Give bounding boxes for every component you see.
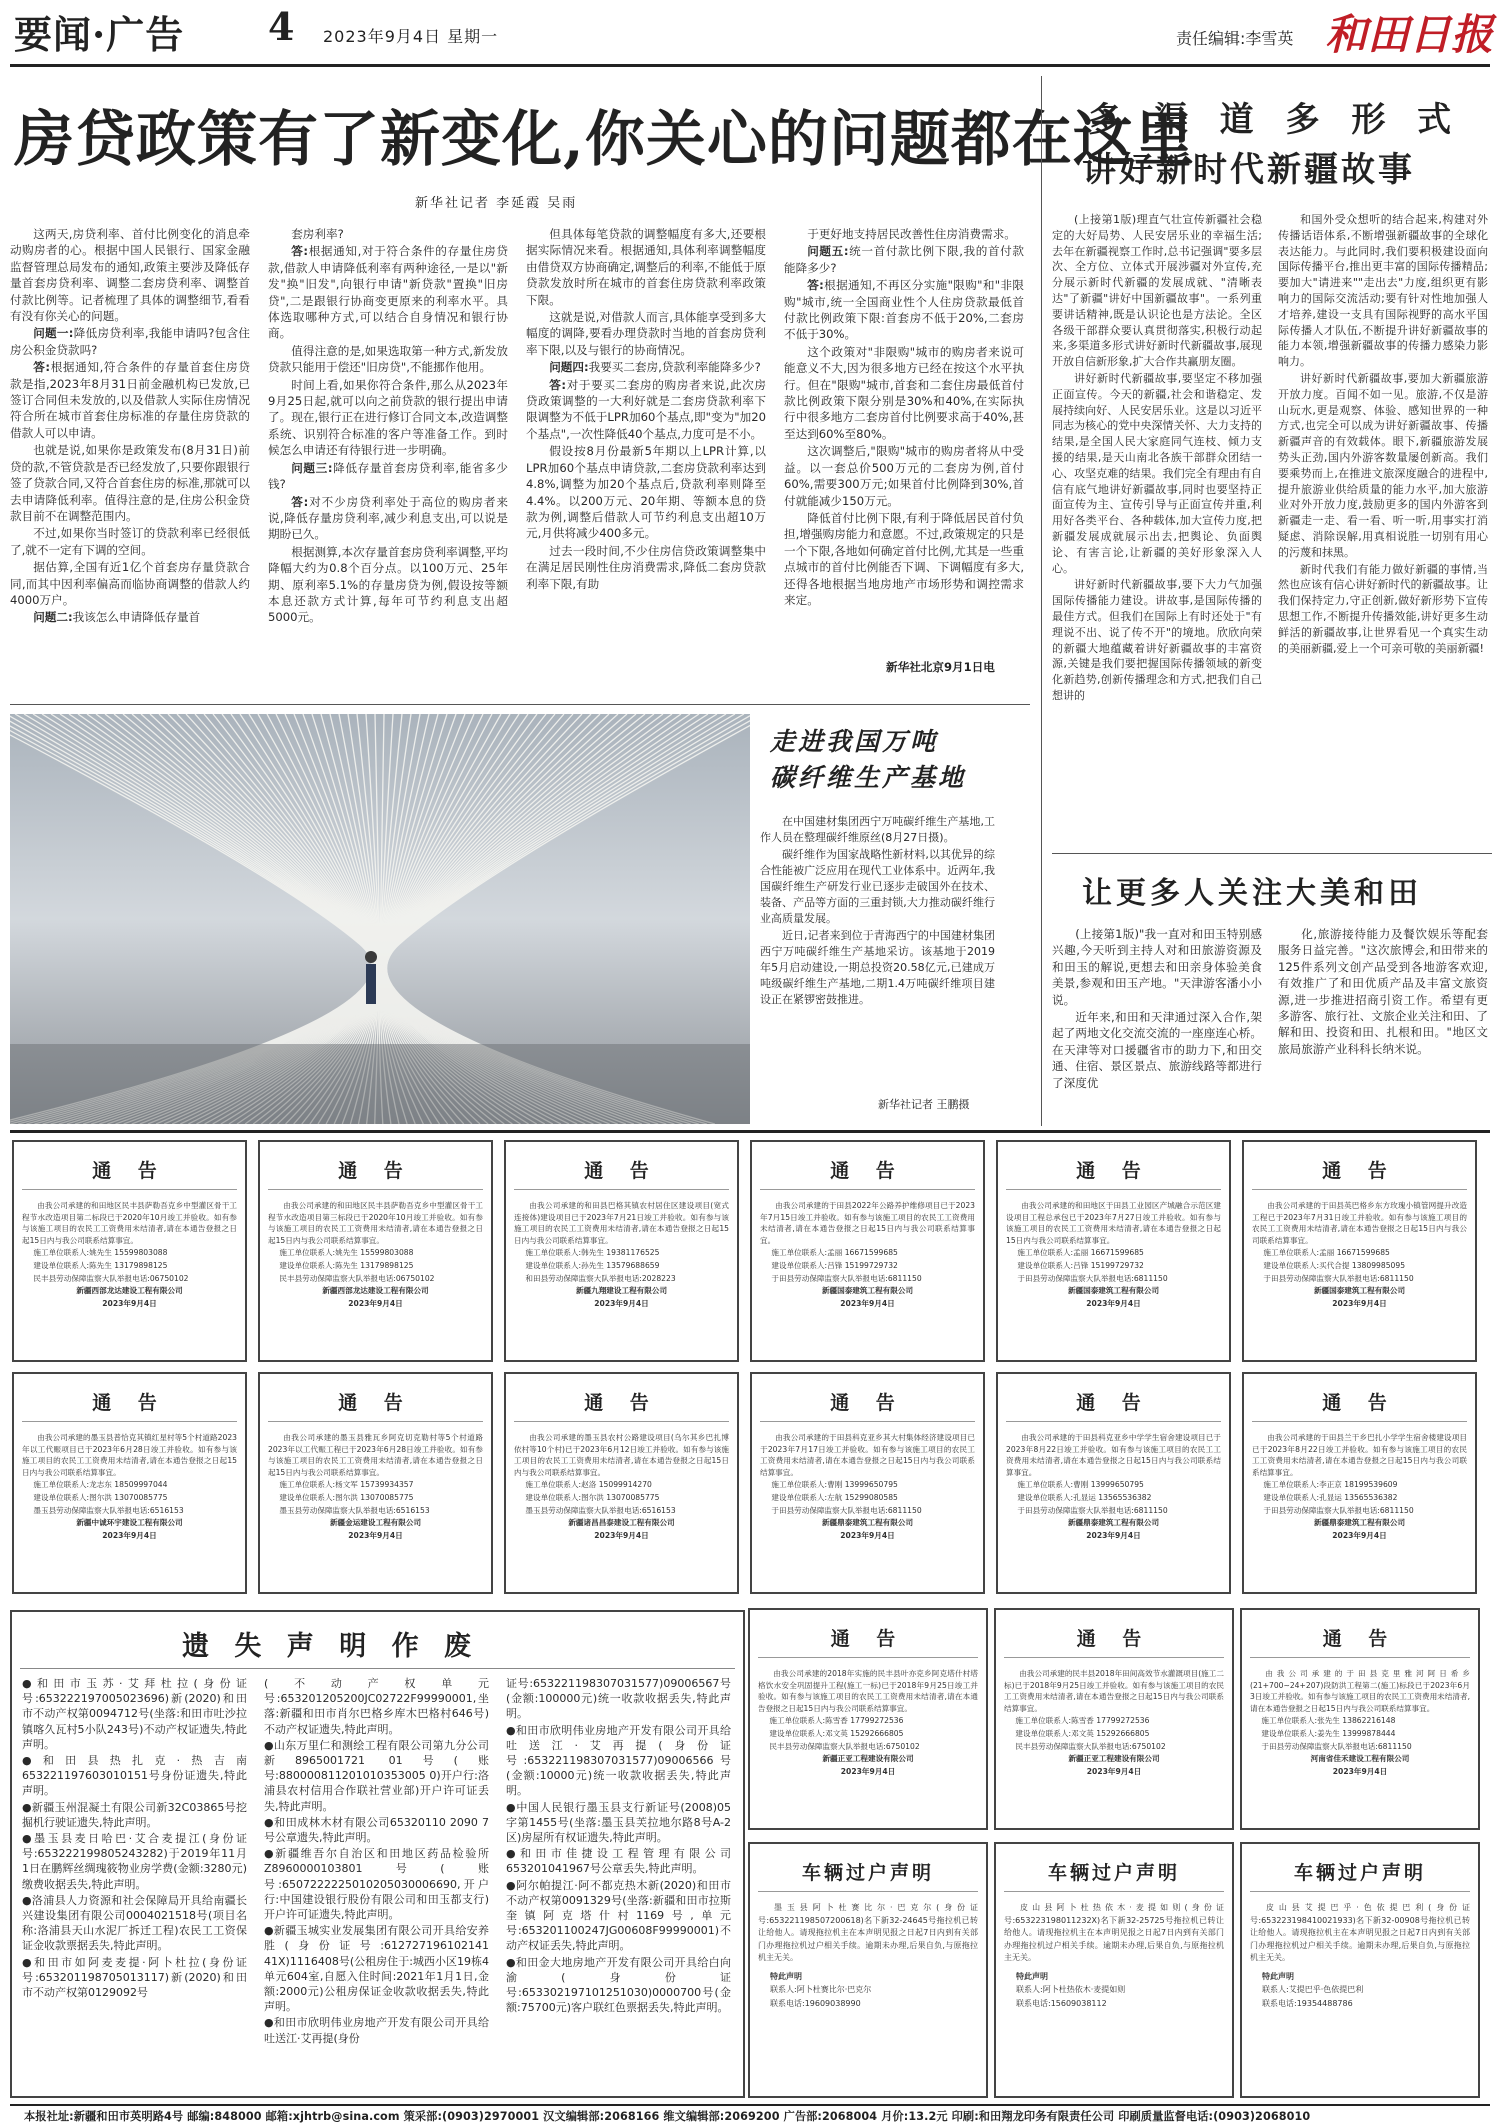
paragraph: ●山东万里仁和测绘工程有限公司第九分公司新8965001721 01号(账号:880000811201010353005 0)开户行:洛浦县农村信用合作联社营业部)开户许可证丢失,特此声明。 bbox=[264, 1738, 489, 1813]
photo-caption-box bbox=[760, 714, 1030, 1124]
editor-credit: 责任编辑:李雪英 bbox=[1176, 29, 1294, 48]
vehicle-notice-line: 特此声明 bbox=[1262, 1971, 1294, 1981]
notice-line: 施工单位联系人:李正京 18199539609 bbox=[1263, 1480, 1398, 1490]
lost-column-2 bbox=[264, 1676, 489, 2047]
notice-line: 建设单位联系人:图尔洪 13070085775 bbox=[279, 1492, 414, 1502]
lost-column-1 bbox=[22, 1676, 247, 2001]
notice-title: 通 告 bbox=[1004, 1624, 1224, 1658]
commentary-column-1 bbox=[1052, 212, 1262, 705]
ads-top-rule bbox=[10, 1130, 1490, 1133]
paragraph: 过去一段时间,不少住房信贷政策调整集中在满足居民刚性住房消费需求,降低二套房贷款利率下限,有助 bbox=[526, 543, 766, 591]
lead-byline: 新华社记者 李延霞 吴雨 bbox=[415, 196, 578, 211]
notice-line: 由我公司承建的于田县科克亚乡中学学生宿舍建设项目已于2023年8月22日竣工并验收。如有参与该施工项目的农民工工资费用未结清者,请在本通告登报之日起15日内与我公司联系结算事宜。 bbox=[1006, 1433, 1221, 1477]
vehicle-notice-title: 车辆过户声明 bbox=[758, 1858, 978, 1892]
notice-box bbox=[748, 1608, 988, 1830]
notice-line: 由我公司承建的墨玉县农村公路建设项目(乌尔其乡巴扎博依村等10个村)已于2023年6月12日竣工并验收。如有参与该施工项目的农民工工资费用未结清者,请在本通告登报之日起15日内与我公司联系结算事宜。 bbox=[514, 1433, 729, 1477]
notice-line: 由我公司承建的于田县英巴格乡东方玫瑰小镇管网提升改造工程已于2023年7月31日竣工并验收。如有参与该施工项目的农民工工资费用未结清者,请在本通告登报之日起15日内与我公司联系结算事宜。 bbox=[1252, 1201, 1467, 1245]
notice-line: 新疆国泰建筑工程有限公司 bbox=[821, 1286, 914, 1296]
notice-line: 2023年9月4日 bbox=[348, 1298, 403, 1308]
newspaper-logo: 和田日报 bbox=[1325, 10, 1494, 59]
hotan-column-1 bbox=[1052, 926, 1262, 1092]
paragraph: ●和田市欣明伟业房地产开发有限公司开具给吐送江·艾再提(身份 bbox=[264, 2016, 489, 2045]
hotan-column-2 bbox=[1278, 926, 1488, 1058]
notice-box bbox=[996, 1372, 1231, 1594]
paragraph: ●和田市如阿麦麦提·阿卜杜拉(身份证号:653201198705013117)新(2020)和田市不动产权第0129092号 bbox=[22, 1955, 247, 2000]
notice-line: 新疆九翔建设工程有限公司 bbox=[575, 1286, 668, 1296]
notice-line: 建设单位联系人:吕锋 15199729732 bbox=[1017, 1260, 1144, 1270]
notice-line: 民丰县劳动保障监察大队举报电话:06750102 bbox=[33, 1273, 189, 1283]
paragraph: ●新疆维吾尔自治区和田地区药品检验所Z8960000103801号(账号:6507222225010205030006690,开户行:中国建设银行股份有限公司和田玉都支行)开户许可证遗失,特此声明。 bbox=[264, 1847, 489, 1922]
notice-line: 建设单位联系人:图尔洪 13070085775 bbox=[33, 1492, 168, 1502]
lead-column-3 bbox=[526, 226, 766, 593]
notice-title: 通 告 bbox=[1250, 1624, 1470, 1658]
notice-line: 2023年9月4日 bbox=[1332, 1766, 1388, 1776]
paragraph: 化,旅游接待能力及餐饮娱乐等配套服务日益完善。"这次旅博会,和田带来的125件系列文创产品受到各地游客欢迎,有效推广了和田优质产品及丰富文旅资源,进一步推进招商引资工作。希望有更多游客、旅行社、文旅企业关注和田、了解和田、投资和田、扎根和田。"地区文旅局旅游产业科科长纳米说。 bbox=[1278, 927, 1488, 1056]
notice-title: 通 告 bbox=[514, 1388, 729, 1422]
paragraph: 据估算,全国有近1亿个首套房存量贷款合同,而其中因利率偏高而临协商调整的借款人约4000万户。 bbox=[10, 560, 250, 607]
notice-line: 于田县劳动保障监察大队举报电话:6811150 bbox=[1263, 1273, 1414, 1283]
paragraph: ●和田县热扎克·热吉南653221197603010151号身份证遗失,特此声明。 bbox=[22, 1754, 247, 1798]
notice-line: 民丰县劳动保障监察大队举报电话:6750102 bbox=[1015, 1741, 1166, 1751]
notice-line: 新疆中诚环宇建设工程有限公司 bbox=[76, 1518, 183, 1528]
notice-line: 由我公司承建的和田地区于田县工业园区产城融合示范区建设项目工程总承包已于2023年7月27日竣工并验收。如有参与该施工项目的农民工工资费用未结清者,请在本通告登报之日起15日内与我公司联系结算事宜。 bbox=[1006, 1201, 1221, 1245]
notice-title: 通 告 bbox=[1006, 1156, 1221, 1190]
vehicle-notice-body bbox=[1250, 1902, 1470, 2010]
notice-line: 由我公司承建的2018年实施的民丰县叶亦克乡阿克塔什村塔格饮水安全巩固提升工程(施工一标)已于2018年9月25日竣工并验收。如有参与该施工项目的农民工工资费用未结清者,请在本通告登报之日起15日内与我公司联系结算事宜。 bbox=[758, 1669, 978, 1713]
vehicle-transfer-notice bbox=[994, 1842, 1234, 2098]
notice-line: 由我公司承建的于田县克里雅河阿日希乡(21+700~24+207)段防洪工程第二(施工)标段已于2023年6月3日竣工并验收。如有参与该施工项目的农民工工资费用未结清者,请在本通告登报之日起15日内与我公司联系结算事宜。 bbox=[1250, 1669, 1470, 1713]
lost-title: 遗 失 声 明 作 废 bbox=[182, 1631, 479, 1662]
photo-illustration bbox=[10, 714, 750, 1124]
vehicle-transfer-notice bbox=[1240, 1842, 1480, 2098]
notice-line: 2023年9月4日 bbox=[840, 1298, 895, 1308]
notice-title: 通 告 bbox=[268, 1156, 483, 1190]
photo-top-rule bbox=[10, 704, 1030, 705]
notice-line: 建设单位联系人:左航 15299080585 bbox=[771, 1492, 898, 1502]
notice-line: 建设单位联系人:买代合提 13809985095 bbox=[1263, 1260, 1406, 1270]
notice-line: 2023年9月4日 bbox=[102, 1298, 157, 1308]
paragraph: 在中国建材集团西宁万吨碳纤维生产基地,工作人员在整理碳纤维原丝(8月27日摄)。 bbox=[760, 815, 995, 844]
notice-title: 通 告 bbox=[760, 1156, 975, 1190]
notice-line: 2023年9月4日 bbox=[1086, 1530, 1141, 1540]
vehicle-notice-line: 联系电话:15609038112 bbox=[1016, 1998, 1107, 2008]
notice-line: 2023年9月4日 bbox=[1086, 1766, 1142, 1776]
notice-body bbox=[1252, 1200, 1467, 1309]
notice-title: 通 告 bbox=[1252, 1156, 1467, 1190]
notice-line: 施工单位联系人:曹刚 13999650795 bbox=[771, 1480, 898, 1490]
notice-line: 由我公司承建的民丰县2018年田间高效节水灌溉项目(施工二标)已于2018年9月25日竣工并验收。如有参与该施工项目的农民工工资费用未结清者,请在本通告登报之日起15日内与我公司联系结算事宜。 bbox=[1004, 1669, 1224, 1713]
notice-line: 墨玉县劳动保障监察大队举报电话:6516153 bbox=[279, 1505, 430, 1515]
notice-line: 2023年9月4日 bbox=[102, 1530, 157, 1540]
notice-line: 于田县劳动保障监察大队举报电话:6811150 bbox=[1017, 1505, 1168, 1515]
lead-column-4 bbox=[784, 226, 1024, 609]
notice-line: 新疆国泰建筑工程有限公司 bbox=[1067, 1286, 1160, 1296]
notice-body bbox=[268, 1200, 483, 1309]
column-divider bbox=[1041, 76, 1042, 1126]
footer-info: 本报社址:新疆和田市英明路4号 邮编:848000 邮箱:xjhtrb@sina.com 策采部:(0903)2970001 汉文编辑部:2068166 维文编辑部:2069200 广告部:2068004 月价:13.2元 印刷:和田翔龙印务有限责任公司 印刷质量监督电话:(0903)2068010 bbox=[24, 2110, 1311, 2123]
notice-body bbox=[268, 1432, 483, 1541]
paragraph: 证号:653221198307031577)09006567号(金额:100000元)统一收款收据丢失,特此声明。 bbox=[506, 1677, 731, 1721]
paragraph: 时间上看,如果你符合条件,那么从2023年9月25日起,就可以向之前贷款的银行提出申请了。现在,银行正在进行修订合同文本,改造调整系统、识别符合标准的客户等准备工作。到时候怎么申请还有待银行进一步明确。 bbox=[268, 377, 508, 458]
notice-title: 通 告 bbox=[268, 1388, 483, 1422]
paragraph: 这就是说,对借款人而言,具体能享受到多大幅度的调降,要看办理贷款时当地的首套房贷利率下限,以及与银行的协商情况。 bbox=[526, 310, 766, 357]
notice-line: 新疆国泰建筑工程有限公司 bbox=[1313, 1286, 1406, 1296]
notice-box bbox=[258, 1372, 493, 1594]
notice-line: 建设单位联系人:孔显运 13565536382 bbox=[1263, 1492, 1398, 1502]
notice-line: 新疆鼎泰建筑工程有限公司 bbox=[821, 1518, 914, 1528]
paragraph: 答:根据通知,对于符合条件的存量住房贷款,借款人申请降低利率有两种途径,一是以"新发"换"旧发",向银行申请"新贷款"置换"旧房贷",二是跟银行协商变更原来的利率水平。具体选取哪种方式,可以结合自身情况和银行协商。 bbox=[268, 244, 509, 341]
paragraph: ●阿尔帕提江·阿不都克热木新(2020)和田市不动产权第0091329号(坐落:新疆和田市拉斯奎镇阿克塔什村1169号,单元号:653201100247JG00608F99990001)不动产权证丢失,特此声明。 bbox=[506, 1878, 731, 1953]
notice-box bbox=[12, 1140, 247, 1362]
paragraph: 碳纤维作为国家战略性新材料,以其优异的综合性能被广泛应用在现代工业体系中。近两年,我国碳纤维生产研发行业已逐步走破国外在技术、装备、产品等方面的三重封锁,大力推动碳纤维行业高质量发展。 bbox=[760, 848, 995, 925]
hotan-article bbox=[1052, 860, 1492, 1130]
paragraph: 不过,如果你当时签订的贷款利率已经很低了,就不一定有下调的空间。 bbox=[10, 526, 250, 557]
issue-date: 2023年9月4日 星期一 bbox=[323, 27, 499, 46]
notice-box bbox=[996, 1140, 1231, 1362]
notice-title: 通 告 bbox=[22, 1388, 237, 1422]
notice-body bbox=[514, 1200, 729, 1309]
commentary-article bbox=[1052, 76, 1492, 856]
notice-line: 2023年9月4日 bbox=[1332, 1298, 1387, 1308]
notice-body bbox=[1006, 1200, 1221, 1309]
paragraph: 讲好新时代新疆故事,要下大力气加强国际传播能力建设。讲故事,是国际传播的最佳方式。但我们在国际上有时还处于"有理说不出、说了传不开"的境地。欣欣向荣的新疆大地蕴藏着讲好新疆故事的丰富资源,关键是我们要把握国际传播领域的新变化新趋势,创新传播理念和方式,把我们自己想讲的 bbox=[1052, 578, 1262, 702]
notice-line: 建设单位联系人:图尔洪 13070085775 bbox=[525, 1492, 660, 1502]
notice-line: 由我公司承建的墨玉县雅瓦乡阿克切克勒村等5个村道路2023年以工代赈工程已于2023年6月28日竣工并验收。如有参与该施工项目的农民工工资费用未结清者,请在本通告登报之日起15日内与我公司联系结算事宜。 bbox=[268, 1433, 483, 1477]
notice-line: 施工单位联系人:陈雪香 17799272536 bbox=[1015, 1716, 1150, 1726]
notice-line: 施工单位联系人:陈雪香 17799272536 bbox=[769, 1716, 904, 1726]
page-number: 4 bbox=[268, 4, 295, 49]
paragraph: 这两天,房贷利率、首付比例变化的消息牵动购房者的心。根据中国人民银行、国家金融监督管理总局发布的通知,政策主要涉及降低存量首套房贷利率、调整二套房贷利率、调整首付款比例等。记者梳理了具体的调整细节,看看有没有你关心的问题。 bbox=[10, 227, 250, 324]
paragraph: 问题二:我该怎么申请降低存量首 bbox=[33, 610, 201, 625]
vehicle-notice-line: 联系人:阿卜杜赛比尔·巴克尔 bbox=[770, 1985, 872, 1994]
paragraph: 答:根据通知,不再区分实施"限购"和"非限购"城市,统一全国商业性个人住房贷款最低首付款比例政策下限:首套房不低于20%,二套房不低于30%。 bbox=[784, 278, 1025, 342]
notice-line: 河南省佳禾建设工程有限公司 bbox=[1310, 1754, 1410, 1764]
notice-line: 2023年9月4日 bbox=[840, 1766, 896, 1776]
paragraph: 近年来,和田和天津通过深入合作,架起了两地文化交流交流的一座座连心桥。在天津等对口援疆省市的助力下,和田交通、住宿、景区景点、旅游线路等都进行了深度优 bbox=[1052, 1010, 1262, 1090]
notice-line: 于田县劳动保障监察大队举报电话:6811150 bbox=[771, 1505, 922, 1515]
notice-line: 施工单位联系人:赵洛 15099914270 bbox=[525, 1480, 652, 1490]
paragraph: (上接第1版)理直气壮宣传新疆社会稳定的大好局势、人民安居乐业的幸福生活;去年在新疆视察工作时,总书记强调"要多层次、全方位、立体式开展涉疆对外宣传,充分展示新时代新疆的发展成就、"清晰表达"了新疆"讲好中国新疆故事"。一系列重要讲话精神,既是认识论也是方法论。全区各级干部群众要认真贯彻落实,积极行动起来,多渠道多形式讲好新时代新疆故事,展现开放自信新形象,扩大合作共赢朋友圈。 bbox=[1052, 213, 1262, 369]
paragraph: ●新疆玉州混凝土有限公司新32C03865号挖掘机行驶证遗失,特此声明。 bbox=[22, 1800, 247, 1829]
notice-line: 民丰县劳动保障监察大队举报电话:06750102 bbox=[279, 1273, 435, 1283]
notice-line: 建设单位联系人:孙先生 13579688659 bbox=[525, 1260, 660, 1270]
vehicle-notice-line: 特此声明 bbox=[770, 1971, 802, 1981]
notice-title: 通 告 bbox=[758, 1624, 978, 1658]
notice-line: 施工单位联系人:姚先生 15599803088 bbox=[279, 1248, 414, 1258]
notice-line: 于田县劳动保障监察大队举报电话:6811150 bbox=[1261, 1741, 1412, 1751]
notice-line: 2023年9月4日 bbox=[594, 1530, 649, 1540]
vehicle-notice-body bbox=[758, 1902, 978, 2010]
paragraph: 但具体每笔贷款的调整幅度有多大,还要根据实际情况来看。根据通知,具体利率调整幅度由借贷双方协商确定,调整后的利率,不能低于原贷款发放时所在城市的首套住房贷款利率政策下限。 bbox=[526, 227, 766, 307]
notice-title: 通 告 bbox=[760, 1388, 975, 1422]
commentary-title-1: 多 渠 道 多 形 式 bbox=[1088, 100, 1462, 140]
section-rule bbox=[1052, 853, 1492, 854]
vehicle-notice-line: 联系电话:19609038990 bbox=[770, 1998, 861, 2008]
vehicle-notice-line: 特此声明 bbox=[1016, 1971, 1048, 1981]
notice-line: 由我公司承建的于田县2022年公路养护维修项目已于2023年7月15日竣工并验收。如有参与该施工项目的农民工工资费用未结清者,请在本通告登报之日起15日内与我公司联系结算事宜。 bbox=[760, 1201, 975, 1245]
paragraph: 根据测算,本次存量首套房贷利率调整,平均降幅大约为0.8个百分点。以100万元、25年期、原利率5.1%的存量房贷为例,假设按等额本息还款方式计算,每年可节约利息支出超5000元。 bbox=[268, 544, 508, 625]
notice-body bbox=[1252, 1432, 1467, 1541]
notice-title: 通 告 bbox=[1252, 1388, 1467, 1422]
notice-line: 由我公司承建的和田地区民丰县萨勒吾克乡中型灌区骨干工程节水改造项目第三标段已于2020年10月竣工并验收。如有参与该施工项目的农民工工资费用未结清者,请在本通告登报之日起15日内与我公司联系结算事宜。 bbox=[268, 1201, 483, 1245]
paragraph: 降低首付比例下限,有利于降低居民首付负担,增强购房能力和意愿。不过,政策规定的只是一个下限,各地如何确定首付比例,尤其是一些重点城市的首付比例能否下调、下调幅度有多大,还得各地根据当地房地产市场形势和调控需求来定。 bbox=[784, 510, 1024, 607]
notice-line: 施工单位联系人:韩先生 19381176525 bbox=[525, 1248, 660, 1258]
notice-line: 施工单位联系人:杨文军 15739934357 bbox=[279, 1480, 414, 1490]
notice-line: 新疆西部龙达建设工程有限公司 bbox=[76, 1286, 183, 1296]
lost-column-3 bbox=[506, 1676, 731, 2016]
paragraph: (上接第1版)"我一直对和田玉特别感兴趣,今天听到主持人对和田旅游资源及和田玉的解说,更想去和田亲身体验美食美景,参观和田玉产地。"天津游客潘小小说。 bbox=[1052, 927, 1262, 1007]
notice-line: 建设单位联系人:吕锋 15199729732 bbox=[771, 1260, 898, 1270]
notice-box bbox=[1240, 1608, 1480, 1830]
vehicle-notice-title: 车辆过户声明 bbox=[1004, 1858, 1224, 1892]
notice-box bbox=[1242, 1140, 1477, 1362]
footer-rule bbox=[10, 2104, 1490, 2106]
notice-line: 新疆正亚工程建设有限公司 bbox=[1068, 1754, 1160, 1764]
paragraph: ●和田市佳捷设工程管理有限公司653201041967号公章丢失,特此声明。 bbox=[506, 1847, 731, 1876]
masthead bbox=[0, 0, 1500, 66]
notice-title: 通 告 bbox=[514, 1156, 729, 1190]
hotan-title: 让更多人关注大美和田 bbox=[1082, 876, 1422, 911]
paragraph: 问题四:我要买二套房,贷款利率能降多少? bbox=[549, 360, 761, 375]
paragraph: 和国外受众想听的结合起来,构建对外传播话语体系,不断增强新疆故事的全球化表达能力。与此同时,我们要积极建设面向国际传播平台,推出更丰富的国际传播精品;要加大"请进来""走出去"力度,组织更有影响力的国际交流活动;要有针对性地加强人才培养,建设一支具有国际视野的高水平国际传播人才队伍,不断提升讲好新疆故事的能力本领,增强新疆故事的传播力感染力影响力。 bbox=[1278, 213, 1488, 369]
lead-headline: 房贷政策有了新变化,你关心的问题都在这里 bbox=[14, 105, 1195, 175]
notice-body bbox=[760, 1200, 975, 1309]
notice-line: 施工单位联系人:姚先生 15599803088 bbox=[33, 1248, 168, 1258]
lead-column-1 bbox=[10, 226, 250, 627]
paragraph: 于更好地支持居民改善性住房消费需求。 bbox=[807, 227, 1016, 241]
paragraph: ●和田市欣明伟业房地产开发有限公司开具给吐送江·艾再提(身份证号:653221198307031577)09006566号(金额:10000元)统一收款收据丢失,特此声明。 bbox=[506, 1723, 731, 1798]
notice-line: 和田县劳动保障监察大队举报电话:2028223 bbox=[525, 1273, 676, 1283]
paragraph: 问题三:降低存量首套房贷利率,能省多少钱? bbox=[268, 460, 509, 492]
notice-body bbox=[22, 1432, 237, 1541]
notice-line: 施工单位联系人:孟丽 16671599685 bbox=[1263, 1248, 1390, 1258]
notice-line: 建设单位联系人:邓文英 15292666805 bbox=[1015, 1728, 1150, 1738]
paragraph: ●新疆玉城实业发展集团有限公司开具给安养胜(身份证号:612727196102141 41X)1116408号(公租房住于:城西小区19栋4单元604室,自愿入住时间:2021年1月1日,金额:2000元)公租房保证金收款收据丢失,特此声明。 bbox=[264, 1924, 489, 2014]
paragraph: 答:对不少房贷利率处于高位的购房者来说,降低存量房贷利率,减少利息支出,可以说是期盼已久。 bbox=[268, 494, 508, 542]
notice-body bbox=[760, 1432, 975, 1541]
commentary-title-2: 讲好新时代新疆故事 bbox=[1082, 150, 1415, 190]
notice-line: 建设单位联系人:陈先生 13179898125 bbox=[279, 1260, 414, 1270]
paragraph: 这次调整后,"限购"城市的购房者将从中受益。以一套总价500万元的二套房为例,首付60%,需要300万元;如果首付比例降到30%,首付就能减少150万元。 bbox=[784, 444, 1024, 508]
paragraph: 值得注意的是,如果选取第一种方式,新发放贷款只能用于偿还"旧房贷",不能挪作他用。 bbox=[268, 343, 508, 375]
notice-line: 由我公司承建的于田县科克亚乡其大村集体经济建设项目已于2023年7月17日竣工并验收。如有参与该施工项目的农民工工资费用未结清者,请在本通告登报之日起15日内与我公司联系结算事宜。 bbox=[760, 1433, 975, 1477]
paragraph: 这个政策对"非限购"城市的购房者来说可能意义不大,因为很多地方已经在按这个水平执行。但在"限购"城市,首套和二套住房最低首付款比例政策下限分别是30%和40%,在实际执行中很多地方二套房首付比例要求高于40%,甚至达到60%至80%。 bbox=[784, 344, 1024, 441]
notice-line: 新疆西部龙达建设工程有限公司 bbox=[322, 1286, 429, 1296]
notice-line: 新疆正亚工程建设有限公司 bbox=[822, 1754, 914, 1764]
section-name: 要闻·广告 bbox=[14, 12, 185, 57]
paragraph: 讲好新时代新疆故事,要坚定不移加强正面宣传。今天的新疆,社会和谐稳定、发展持续向好、人民安居乐业。这是以习近平同志为核心的党中央深情关怀、大力支持的结果,是全国人民大家庭同气连枝、倾力支援的结果,是天山南北各族干部群众团结一心、攻坚克难的结果。我们完全有理由有自信有底气地讲好新疆故事,同时也要坚持正面宣传为主、宣传引导与正面宣传并重,利用好各类平台、各种载体,加大宣传力度,把新疆发展成就展示出去,把舆论、负面舆论、有害言论,让新疆的美好形象深入人心。 bbox=[1052, 371, 1262, 575]
notice-line: 由我公司承建的于田县兰干乡巴扎小学学生宿舍楼建设项目已于2023年8月22日竣工并验收。如有参与该施工项目的农民工工资费用未结清者,请在本通告登报之日起15日内与我公司联系结算事宜。 bbox=[1252, 1433, 1467, 1477]
lost-title-rule bbox=[20, 1668, 735, 1669]
vehicle-notice-line: 皮山县艾提巴乎·色依提巴利(身份证号:653223198410021933)名下新32-00908号拖拉机已转让给他人。请现拖拉机主在本声明见报之日起7日内到有关部门办理拖拉机过户相关手续。逾期未办理,后果自负,与原拖拉机主无关。 bbox=[1250, 1903, 1470, 1962]
notice-line: 施工单位联系人:孟丽 16671599685 bbox=[771, 1248, 898, 1258]
notice-body bbox=[758, 1668, 978, 1777]
paragraph: 近日,记者来到位于青海西宁的中国建材集团西宁万吨碳纤维生产基地采访。该基地于2019年5月启动建设,一期总投资20.58亿元,已建成万吨级碳纤维生产基地,二期1.4万吨碳纤维项目建设正在紧锣密鼓推进。 bbox=[760, 929, 995, 1006]
paragraph: 套房利率? bbox=[291, 227, 344, 241]
notice-line: 2023年9月4日 bbox=[594, 1298, 649, 1308]
lead-column-2 bbox=[268, 226, 508, 627]
notice-line: 于田县劳动保障监察大队举报电话:6811150 bbox=[1017, 1273, 1168, 1283]
paragraph: 假设按8月份最新5年期以上LPR计算,以LPR加60个基点申请贷款,二套房贷款利率达到4.8%,调整为加20个基点后,贷款利率则降至4.4%。以200万元、20年期、等额本息的贷款为例,调整后借款人可节约利息支出超10万元,月供将减少400多元。 bbox=[526, 444, 766, 541]
vehicle-transfer-notice bbox=[748, 1842, 988, 2098]
notice-line: 建设单位联系人:陈先生 13179898125 bbox=[33, 1260, 168, 1270]
vehicle-notice-line: 墨玉县阿卜杜赛比尔·巴克尔(身份证号:653221198507200618)名下新32-24645号拖拉机已转让给他人。请现拖拉机主在本声明见报之日起7日内到有关部门办理拖拉机过户相关手续。逾期未办理,后果自负,与原拖拉机主无关。 bbox=[758, 1903, 978, 1962]
notice-line: 2023年9月4日 bbox=[1332, 1530, 1387, 1540]
notice-line: 施工单位联系人:孟丽 16671599685 bbox=[1017, 1248, 1144, 1258]
paragraph: 问题五:统一首付款比例下限,我的首付款能降多少? bbox=[784, 244, 1025, 275]
notice-line: 新疆诸昌昌泰建设工程有限公司 bbox=[568, 1518, 675, 1528]
photo-title-1: 走进我国万吨 bbox=[770, 727, 939, 756]
notice-line: 新疆鼎泰建筑工程有限公司 bbox=[1067, 1518, 1160, 1528]
photo-caption bbox=[760, 814, 995, 1009]
notice-line: 由我公司承建的墨玉县普恰克其镇红星村等5个村道路2023年以工代赈项目已于2023年6月28日竣工并验收。如有参与该施工项目的农民工工资费用未结清者,请在本通告登报之日起15日内与我公司联系结算事宜。 bbox=[22, 1433, 237, 1477]
lost-statements bbox=[10, 1610, 745, 2098]
notice-line: 新疆金运建设工程有限公司 bbox=[329, 1518, 422, 1528]
notice-line: 由我公司承建的和田县巴格其镇农村居住区建设项目(宽式连接体)建设项目已于2023年7月21日竣工并验收。如有参与该施工项目的农民工工资费用未结清者,请在本通告登报之日起15日内与我公司联系结算事宜。 bbox=[514, 1201, 729, 1245]
notice-box bbox=[504, 1372, 739, 1594]
paragraph: 新时代我们有能力做好新疆的事情,当然也应该有信心讲好新时代的新疆故事。让我们保持定力,守正创新,做好新形势下宣传思想工作,不断提升传播效能,讲好更多生动鲜活的新疆故事,让世界看见一个真实生动的美丽新疆,爱上一个可亲可敬的美丽新疆! bbox=[1278, 562, 1488, 655]
notice-line: 由我公司承建的和田地区民丰县萨勒吾克乡中型灌区骨干工程节水改造项目第二标段已于2020年10月竣工并验收。如有参与该施工项目的农民工工资费用未结清者,请在本通告登报之日起15日内与我公司联系结算事宜。 bbox=[22, 1201, 237, 1245]
paragraph: (不动产权单元号:653201205200JC02722F99990001,坐落:新疆和田市肖尔巴格乡库木巴格村646号)不动产权证遗失,特此声明。 bbox=[264, 1677, 489, 1736]
commentary-column-2 bbox=[1278, 212, 1488, 657]
vehicle-notice-body bbox=[1004, 1902, 1224, 2010]
carbon-fiber-photo bbox=[10, 714, 750, 1124]
paragraph: 也就是说,如果你是政策发布(8月31日)前贷的款,不管贷款是否已经发放了,只要你跟银行签了贷款合同,又符合首套住房的标准,那就可以去申请降低利率。值得注意的是,住房公积金贷款目前不在调整范围内。 bbox=[10, 443, 250, 523]
paragraph: 讲好新时代新疆故事,要加大新疆旅游开放力度。百闻不如一见。旅游,不仅是游山玩水,更是观察、体验、感知世界的一种方式,也完全可以成为讲好新疆故事、传播新疆声音的有效载体。眼下,新疆旅游发展势头正劲,国内外游客数量屡创新高。我们要乘势而上,在推进文旅深度融合的进程中,提升旅游业供给质量的能力水平,加大旅游业对外开放力度,鼓励更多的国内外游客到新疆走一走、看一看、听一听,用事实打消疑虑、消除误解,用真相说胜一切别有用心的污蔑和抹黑。 bbox=[1278, 371, 1488, 559]
paragraph: ●和田成林木材有限公司65320110 2090 7号公章遗失,特此声明。 bbox=[264, 1815, 489, 1845]
vehicle-notice-line: 联系人:阿卜杜热依木·麦提如则 bbox=[1016, 1985, 1126, 1994]
notice-line: 建设单位联系人:姜先生 13999878444 bbox=[1261, 1728, 1396, 1738]
notice-title: 通 告 bbox=[1006, 1388, 1221, 1422]
notice-body bbox=[1250, 1668, 1470, 1777]
notice-line: 于田县劳动保障监察大队举报电话:6811150 bbox=[771, 1273, 922, 1283]
lead-signoff: 新华社北京9月1日电 bbox=[886, 660, 995, 674]
paragraph: ●洛浦县人力资源和社会保障局开具给南疆长兴建设集团有限公司0004021518号(项目名称:洛浦县天山水泥厂拆迁工程)农民工工资保证金收款票据丢失,特此声明。 bbox=[22, 1893, 247, 1953]
notice-line: 建设单位联系人:邓文英 15292666805 bbox=[769, 1728, 904, 1738]
photo-credit: 新华社记者 王鹏摄 bbox=[878, 1098, 970, 1111]
notice-line: 2023年9月4日 bbox=[1086, 1298, 1141, 1308]
notice-box bbox=[750, 1140, 985, 1362]
notice-line: 2023年9月4日 bbox=[348, 1530, 403, 1540]
paragraph: ●和田市玉苏·艾拜杜拉(身份证号:653222197005023696)新(2020)和田市不动产权第0094712号(坐落:和田市吐沙拉镇喀久瓦村5小队243号)不动产权证遗失,特此声明。 bbox=[22, 1677, 247, 1751]
photo-title-2: 碳纤维生产基地 bbox=[770, 763, 967, 792]
paragraph: ●和田金大地房地产开发有限公司开具给白向渝(身份证号:653302197101251030)0000700号(金额:75700元)客户联红色票据丢失,特此声明。 bbox=[506, 1955, 731, 2015]
notice-box bbox=[258, 1140, 493, 1362]
paragraph: 答:根据通知,符合条件的存量首套住房贷款是指,2023年8月31日前金融机构已发放,已签订合同但未发放的,以及借款人实际住房情况符合所在城市首套住房标准的存量住房贷款的借款人可以申请。 bbox=[10, 360, 251, 440]
notice-box bbox=[750, 1372, 985, 1594]
notice-body bbox=[1006, 1432, 1221, 1541]
paragraph: 问题一:降低房贷利率,我能申请吗?包含住房公积金贷款吗? bbox=[10, 326, 250, 357]
paragraph: 答:对于要买二套房的购房者来说,此次房贷政策调整的一大利好就是二套房贷款利率下限调整为不低于LPR加60个基点,即"变为"加20个基点",一次性降低40个基点,力度可是不小。 bbox=[526, 377, 767, 441]
paragraph: ●中国人民银行墨玉县支行新证号(2008)05字第1455号(坐落:墨玉县芙拉地尔路8号A-2区)房屋所有权证遗失,特此声明。 bbox=[506, 1800, 731, 1845]
notice-line: 施工单位联系人:曹刚 13999650795 bbox=[1017, 1480, 1144, 1490]
vehicle-notice-line: 联系电话:19354488786 bbox=[1262, 1998, 1353, 2008]
notice-box bbox=[12, 1372, 247, 1594]
notice-line: 民丰县劳动保障监察大队举报电话:6750102 bbox=[769, 1741, 920, 1751]
paragraph: ●墨玉县麦日哈巴·艾合麦提江(身份证号:653222199805243282)于2019年11月1日在鹏辉丝绸瑰筱物业房学费(金额:3280元)缴费收据丢失,特此声明。 bbox=[22, 1832, 247, 1891]
notice-body bbox=[514, 1432, 729, 1541]
notice-box bbox=[1242, 1372, 1477, 1594]
notice-body bbox=[1004, 1668, 1224, 1777]
notice-body bbox=[22, 1200, 237, 1309]
notice-line: 于田县劳动保障监察大队举报电话:6811150 bbox=[1263, 1505, 1414, 1515]
notice-line: 施工单位联系人:龙志东 18509997044 bbox=[33, 1480, 168, 1490]
notice-title: 通 告 bbox=[22, 1156, 237, 1190]
notice-line: 墨玉县劳动保障监察大队举报电话:6516153 bbox=[525, 1505, 676, 1515]
notice-line: 墨玉县劳动保障监察大队举报电话:6516153 bbox=[33, 1505, 184, 1515]
notice-box bbox=[504, 1140, 739, 1362]
notice-box bbox=[994, 1608, 1234, 1830]
notice-line: 施工单位联系人:张先生 13862216148 bbox=[1261, 1716, 1396, 1726]
notice-line: 新疆鼎泰建筑工程有限公司 bbox=[1313, 1518, 1406, 1528]
vehicle-notice-title: 车辆过户声明 bbox=[1250, 1858, 1470, 1892]
vehicle-notice-line: 皮山县阿卜杜热依木·麦提如则(身份证号:653223198011232X)名下新32-25725号拖拉机已转让给他人。请现拖拉机主在本声明见报之日起7日内到有关部门办理拖拉机过户相关手续。逾期未办理,后果自负,与原拖拉机主无关。 bbox=[1004, 1903, 1224, 1962]
notice-line: 建设单位联系人:孔显运 13565536382 bbox=[1017, 1492, 1152, 1502]
notice-line: 2023年9月4日 bbox=[840, 1530, 895, 1540]
vehicle-notice-line: 联系人:艾提巴乎·色依提巴利 bbox=[1262, 1985, 1364, 1994]
masthead-rule bbox=[10, 64, 1490, 67]
